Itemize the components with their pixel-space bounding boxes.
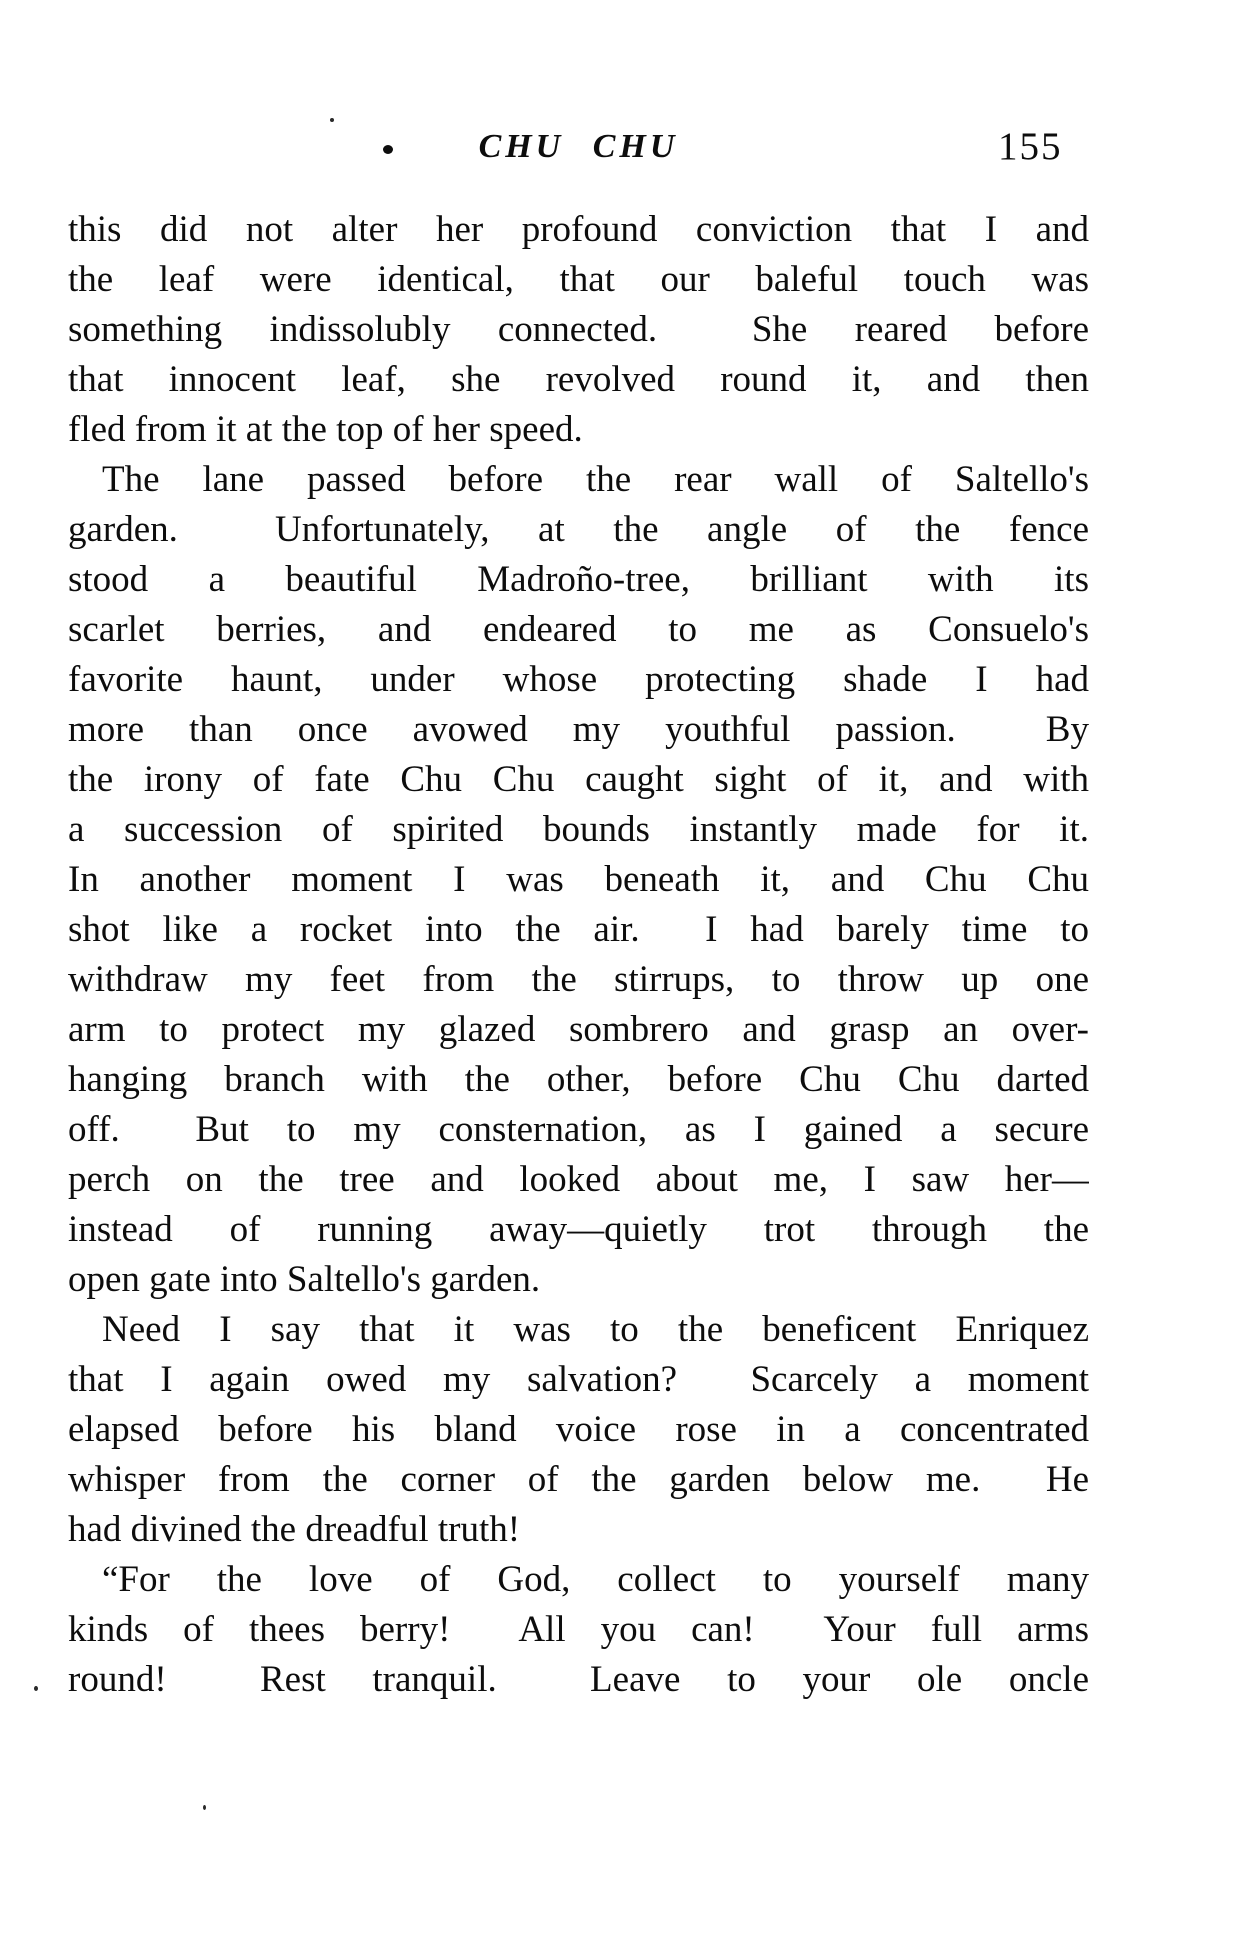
text-line: In another moment I was beneath it, and Chu Chu (68, 859, 1089, 900)
text-line: round! Rest tranquil. Leave to your ole oncle (68, 1659, 1089, 1700)
text-line: perch on the tree and looked about me, I saw her— (68, 1159, 1089, 1200)
text-line: the irony of fate Chu Chu caught sight of it, and with (68, 759, 1089, 800)
text-line: fled from it at the top of her speed. (68, 409, 583, 450)
text-line: had divined the dreadful truth! (68, 1509, 521, 1550)
text-line: withdraw my feet from the stirrups, to throw up one (68, 959, 1089, 1000)
text-line: more than once avowed my youthful passion. By (68, 709, 1089, 750)
text-line: this did not alter her profound conviction that I and (68, 209, 1089, 250)
running-title: CHU CHU (478, 128, 679, 165)
text-line: instead of running away—quietly trot through the (68, 1209, 1089, 1250)
text-line: the leaf were identical, that our baleful touch was (68, 259, 1089, 300)
text-line: something indissolubly connected. She reared before (68, 309, 1089, 350)
text-line: kinds of thees berry! All you can! Your full arms (68, 1609, 1089, 1650)
text-line: garden. Unfortunately, at the angle of the fence (68, 509, 1089, 550)
text-line: favorite haunt, under whose protecting shade I had (68, 659, 1089, 700)
text-line: open gate into Saltello's garden. (68, 1259, 541, 1300)
text-line: hanging branch with the other, before Chu Chu darted (68, 1059, 1089, 1100)
text-line: Need I say that it was to the beneficent Enriquez (102, 1309, 1089, 1350)
text-line: that innocent leaf, she revolved round it, and then (68, 359, 1089, 400)
text-line: off. But to my consternation, as I gained a secure (68, 1109, 1089, 1150)
page-text (68, 205, 1089, 1705)
text-line: “For the love of God, collect to yourself many (102, 1559, 1089, 1600)
text-line: scarlet berries, and endeared to me as Consuelo's (68, 609, 1089, 650)
text-line: arm to protect my glazed sombrero and grasp an over- (68, 1009, 1089, 1050)
scan-speck (34, 1686, 38, 1691)
text-line: elapsed before his bland voice rose in a concentrated (68, 1409, 1089, 1450)
text-line: a succession of spirited bounds instantly made for it. (68, 809, 1089, 850)
text-line: that I again owed my salvation? Scarcely a moment (68, 1359, 1089, 1400)
text-line: shot like a rocket into the air. I had barely time to (68, 909, 1089, 950)
scan-speck (330, 118, 334, 122)
text-line: whisper from the corner of the garden below me. He (68, 1459, 1089, 1500)
text-line: stood a beautiful Madroño-tree, brilliant with its (68, 559, 1089, 600)
page-number: 155 (998, 125, 1063, 168)
text-line: The lane passed before the rear wall of Saltello's (102, 459, 1089, 500)
scan-speck (203, 1805, 206, 1810)
